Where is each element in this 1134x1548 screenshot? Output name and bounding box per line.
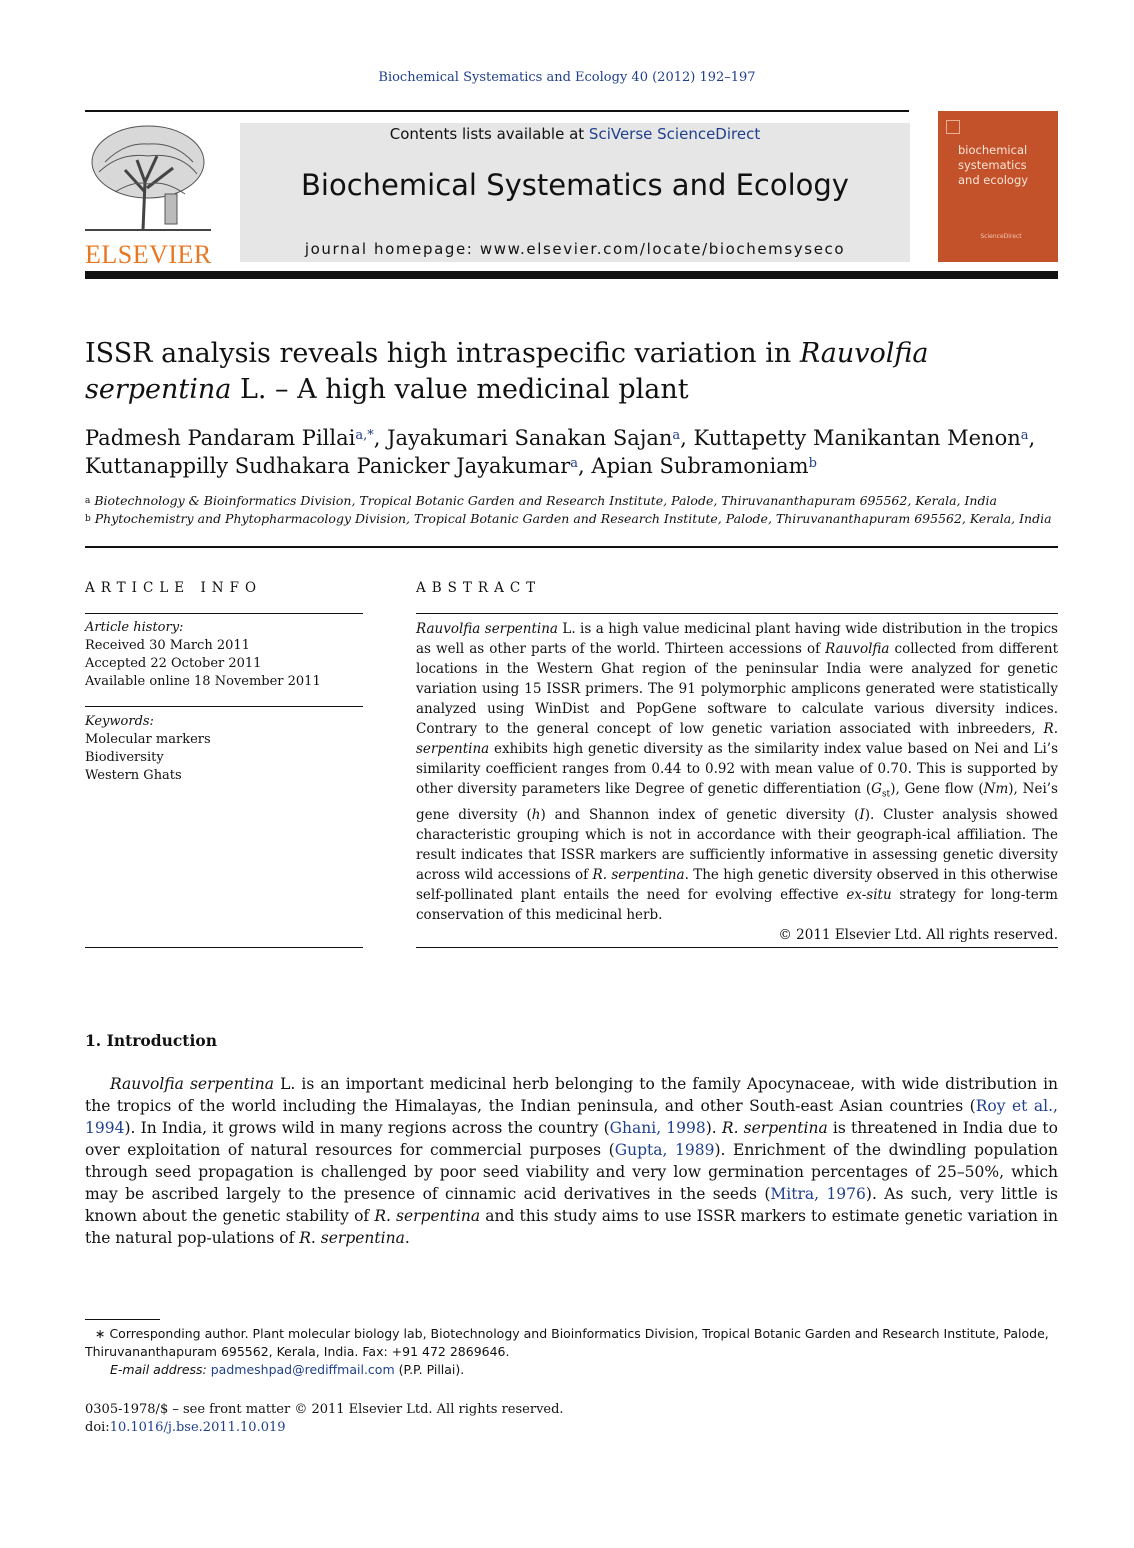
accepted-date: Accepted 22 October 2011: [85, 656, 262, 671]
introduction-paragraph: Rauvolfia serpentina L. is an important medicinal herb belonging to the family Apocynaceae, with wide distribution in the tropics of the world including the Himalayas, the Indian peninsula, and other South-east Asian countries (Roy et al., 1994). In India, it grows wild in many regions across the country (Ghani, 1998). R. serpentina is threatened in India due to over exploitation of natural resources for commercial purposes (Gupta, 1989). Enrichment of the dwindling population through seed propagation is challenged by poor seed viability and very low germination percentages of 25–50%, which may be ascribed largely to the presence of cinnamic acid derivatives in the seeds (Mitra, 1976). As such, very little is known about the genetic stability of R. serpentina and this study aims to use ISSR markers to estimate genetic variation in the natural pop-ulations of R. serpentina.: [85, 1075, 1059, 1247]
author-name[interactable]: Apian Subramoniam: [591, 454, 809, 478]
contents-line: [240, 125, 910, 143]
journal-homepage[interactable]: journal homepage: www.elsevier.com/locate/biochemsyseco: [304, 240, 846, 258]
section-rule: [85, 546, 1058, 548]
corresponding-author-footnote: ∗ Corresponding author. Plant molecular biology lab, Biotechnology and Bioinformatics Division, Tropical Botanic Garden and Research Institute, Palode, Thiruvananthapuram 695562, Kerala, India. Fax: +91 472 2869646. E-mail address: padmeshpad@rediffmail.com (P.P. Pillai).: [85, 1326, 1049, 1377]
publisher-wordmark: ELSEVIER: [85, 240, 212, 269]
author-affil-sup[interactable]: a: [570, 456, 579, 471]
introduction-heading: 1. Introduction: [85, 1031, 217, 1050]
journal-banner: [240, 123, 910, 262]
keywords-label: Keywords:: [85, 714, 154, 729]
footnote-star: ∗: [95, 1326, 106, 1341]
cover-logo-icon: [946, 120, 960, 134]
cover-title: biochemical systematics and ecology: [958, 143, 1029, 187]
divider: [85, 947, 363, 948]
abstract-copyright: © 2011 Elsevier Ltd. All rights reserved.: [778, 926, 1058, 943]
divider: [85, 613, 363, 614]
contents-prefix: Contents lists available at: [389, 125, 589, 143]
keyword: Biodiversity: [85, 750, 164, 765]
abstract-heading: ABSTRACT: [416, 580, 542, 596]
online-date: Available online 18 November 2011: [85, 674, 321, 689]
abstract-text: Rauvolfia serpentina L. is a high value medicinal plant having wide distribution in the tropics as well as other parts of the world. Thirteen accessions of Rauvolfia collected from different locations in the Western Ghat region of the peninsular India were analyzed for genetic variation using 15 ISSR primers. The 91 polymorphic amplicons generated were statistically analyzed using WinDist and PopGene software to calculate various diversity indices. Contrary to the general concept of low genetic variation associated with inbreeders, R. serpentina exhibits high genetic diversity as the similarity index value based on Nei and Li’s similarity coefficient ranges from 0.44 to 0.92 with mean value of 0.70. This is supported by other diversity parameters like Degree of genetic differentiation $(G_{st})$, Gene flow (Nm), Nei’s gene diversity (h) and Shannon index of genetic diversity (I). Cluster analysis showed characteristic grouping which is not in accordance with their geograph-ical affiliation. The result indicates that ISSR markers are sufficiently informative in assessing genetic diversity across wild accessions of R. serpentina. The high genetic diversity observed in this otherwise self-pollinated plant entails the need for evolving effective ex-situ strategy for long-term conservation of this medicinal herb. © 2011 Elsevier Ltd. All rights reserved.: [416, 621, 1058, 943]
reference-link[interactable]: Mitra, 1976: [770, 1185, 866, 1203]
sciencedirect-link[interactable]: SciVerse ScienceDirect: [588, 125, 761, 143]
author-name[interactable]: Jayakumari Sanakan Sajan: [387, 426, 673, 450]
front-matter: 0305-1978/$ – see front matter © 2011 Elsevier Ltd. All rights reserved. doi:10.1016/j.bse.2011.10.019: [85, 1401, 1058, 1437]
footnote-rule: [85, 1319, 160, 1320]
article-history: [85, 619, 363, 691]
author-name[interactable]: Kuttanappilly Sudhakara Panicker Jayakumar: [85, 454, 571, 478]
email-link[interactable]: padmeshpad@rediffmail.com: [210, 1362, 395, 1377]
affiliations: [85, 492, 1065, 528]
author-name[interactable]: Kuttapetty Manikantan Menon: [693, 426, 1021, 450]
divider: [416, 613, 1058, 614]
author-list: Padmesh Pandaram Pillai$^{a,*}$, Jayakumari Sanakan Sajan$^a$, Kuttapetty Manikantan Menon$^a$, Kuttanappilly Sudhakara Panicker Jayakumar$^a$, Apian Subramoniam$^b$: [85, 426, 1036, 478]
elsevier-logo[interactable]: [85, 122, 212, 269]
affiliation-a: $^a$ Biotechnology & Bioinformatics Division, Tropical Botanic Garden and Research Institute, Palode, Thiruvananthapuram 695562, Kerala, India: [85, 493, 997, 508]
divider: [85, 706, 363, 707]
reference-link[interactable]: Roy et al., 1994: [85, 1097, 1058, 1137]
reference-link[interactable]: Gupta, 1989: [614, 1141, 715, 1159]
divider: [416, 947, 1058, 948]
doi-link[interactable]: 10.1016/j.bse.2011.10.019: [109, 1420, 286, 1435]
author-affil-sup[interactable]: a: [672, 428, 681, 443]
journal-citation[interactable]: Biochemical Systematics and Ecology 40 (2012) 192–197: [378, 70, 756, 85]
header-rule: [85, 110, 909, 112]
article-title: ISSR analysis reveals high intraspecific variation in Rauvolfia serpentina L. – A high value medicinal plant: [85, 338, 929, 405]
history-label: Article history:: [85, 620, 184, 635]
affiliation-b: $^b$ Phytochemistry and Phytopharmacology Division, Tropical Botanic Garden and Research Institute, Palode, Thiruvananthapuram 695562, Kerala, India: [85, 511, 1052, 526]
received-date: Received 30 March 2011: [85, 638, 250, 653]
reference-link[interactable]: Ghani, 1998: [609, 1119, 706, 1137]
author-affil-sup[interactable]: b: [808, 456, 817, 471]
article-info-heading: ARTICLE INFO: [85, 580, 263, 596]
author-affil-sup[interactable]: a: [1020, 428, 1029, 443]
author-name[interactable]: Padmesh Pandaram Pillai: [85, 426, 356, 450]
journal-title: Biochemical Systematics and Ecology: [301, 168, 849, 202]
elsevier-tree-icon: [85, 122, 211, 234]
cover-footer: ScienceDirect: [980, 233, 1022, 240]
keyword: Western Ghats: [85, 768, 182, 783]
author-affil-sup[interactable]: a,*: [355, 428, 374, 443]
journal-cover-thumbnail[interactable]: [938, 111, 1058, 262]
keyword: Molecular markers: [85, 732, 211, 747]
issn-line: 0305-1978/$ – see front matter © 2011 Elsevier Ltd. All rights reserved.: [85, 1402, 564, 1417]
keywords: [85, 713, 363, 785]
header-thick-rule: [85, 271, 1058, 279]
